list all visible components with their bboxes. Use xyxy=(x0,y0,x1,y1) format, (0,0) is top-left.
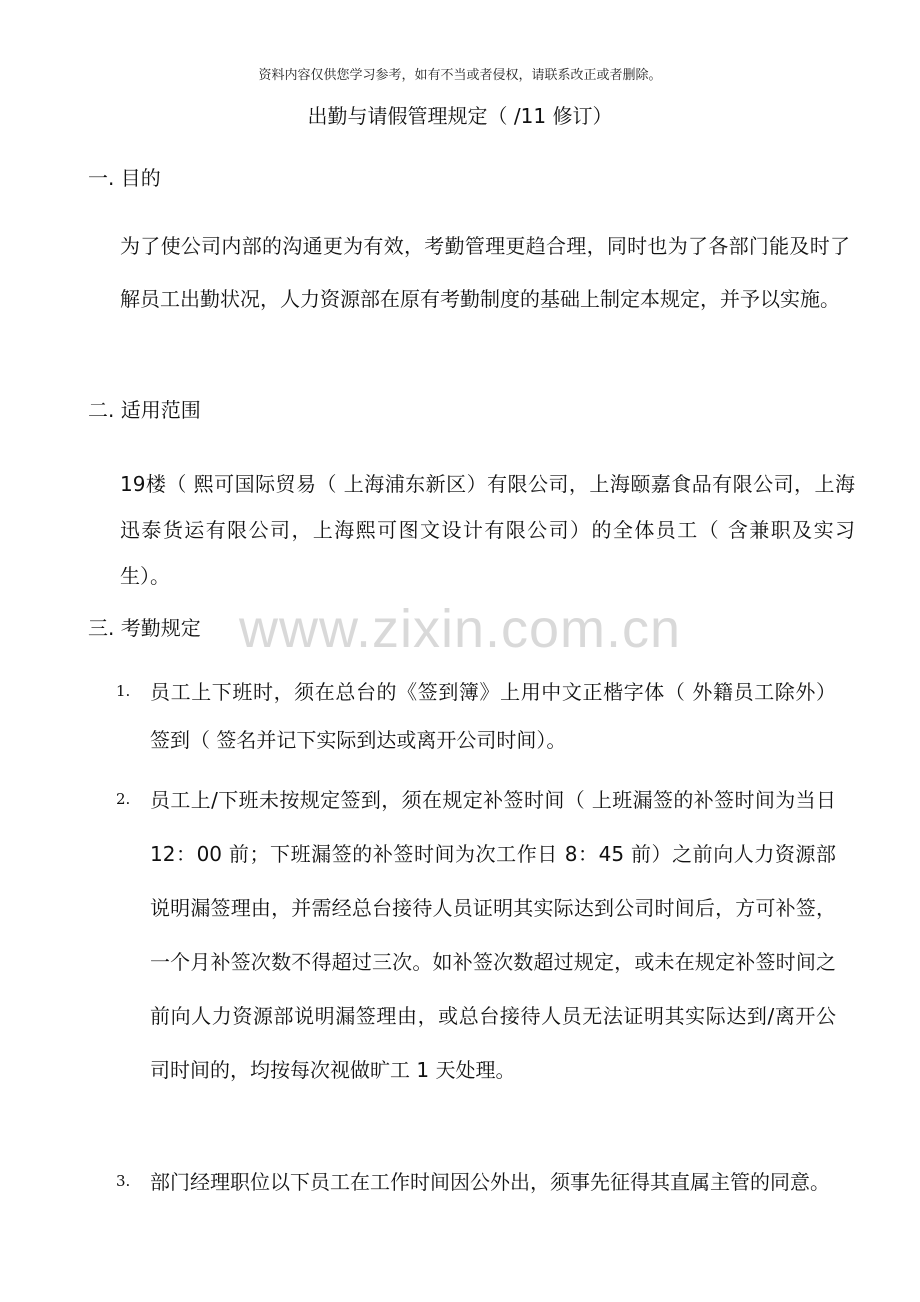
section-heading-attendance-rules: 三. 考勤规定 xyxy=(88,616,201,640)
list-item-text: 员工上下班时，须在总台的《签到簿》上用中文正楷字体（ 外籍员工除外）签到（ 签名并记下实际到达或离开公司时间）。 xyxy=(150,680,836,752)
list-item-number: 1. xyxy=(116,682,131,700)
section-paragraph-scope: 19楼（ 熙可国际贸易（ 上海浦东新区）有限公司，上海颐嘉食品有限公司，上海迅泰货运有限公司，上海熙可图文设计有限公司）的全体员工（ 含兼职及实习生）。 xyxy=(120,472,855,588)
list-item-text: 部门经理职位以下员工在工作时间因公外出，须事先征得其直属主管的同意。 xyxy=(150,1170,830,1194)
list-item-text: 员工上/下班未按规定签到，须在规定补签时间（ 上班漏签的补签时间为当日 12：00 前；下班漏签的补签时间为次工作日 8：45 前）之前向人力资源部说明漏签理由，并需经总台接待人员证明其实际达到公司时间后，方可补签，一个月补签次数不得超过三次。如补签次数超过规定，或未在规定补签时间之前向人力资源部说明漏签理由，或总台接待人员无法证明其实际达到/离开公司时间的，均按每次视做旷工 1 天处理。 xyxy=(150,788,836,1082)
section-heading-scope: 二. 适用范围 xyxy=(88,398,201,422)
watermark: www.zixin.com.cn xyxy=(238,599,682,659)
header-notice: 资料内容仅供您学习参考，如有不当或者侵权，请联系改正或者删除。 xyxy=(258,68,662,83)
document-title: 出勤与请假管理规定（ /11 修订） xyxy=(307,104,613,128)
list-item-number: 2. xyxy=(116,790,131,808)
section-paragraph-purpose: 为了使公司内部的沟通更为有效，考勤管理更趋合理，同时也为了各部门能及时了解员工出勤状况，人力资源部在原有考勤制度的基础上制定本规定，并予以实施。 xyxy=(120,234,850,311)
section-heading-purpose: 一. 目的 xyxy=(88,166,161,190)
list-item-number: 3. xyxy=(116,1172,131,1190)
